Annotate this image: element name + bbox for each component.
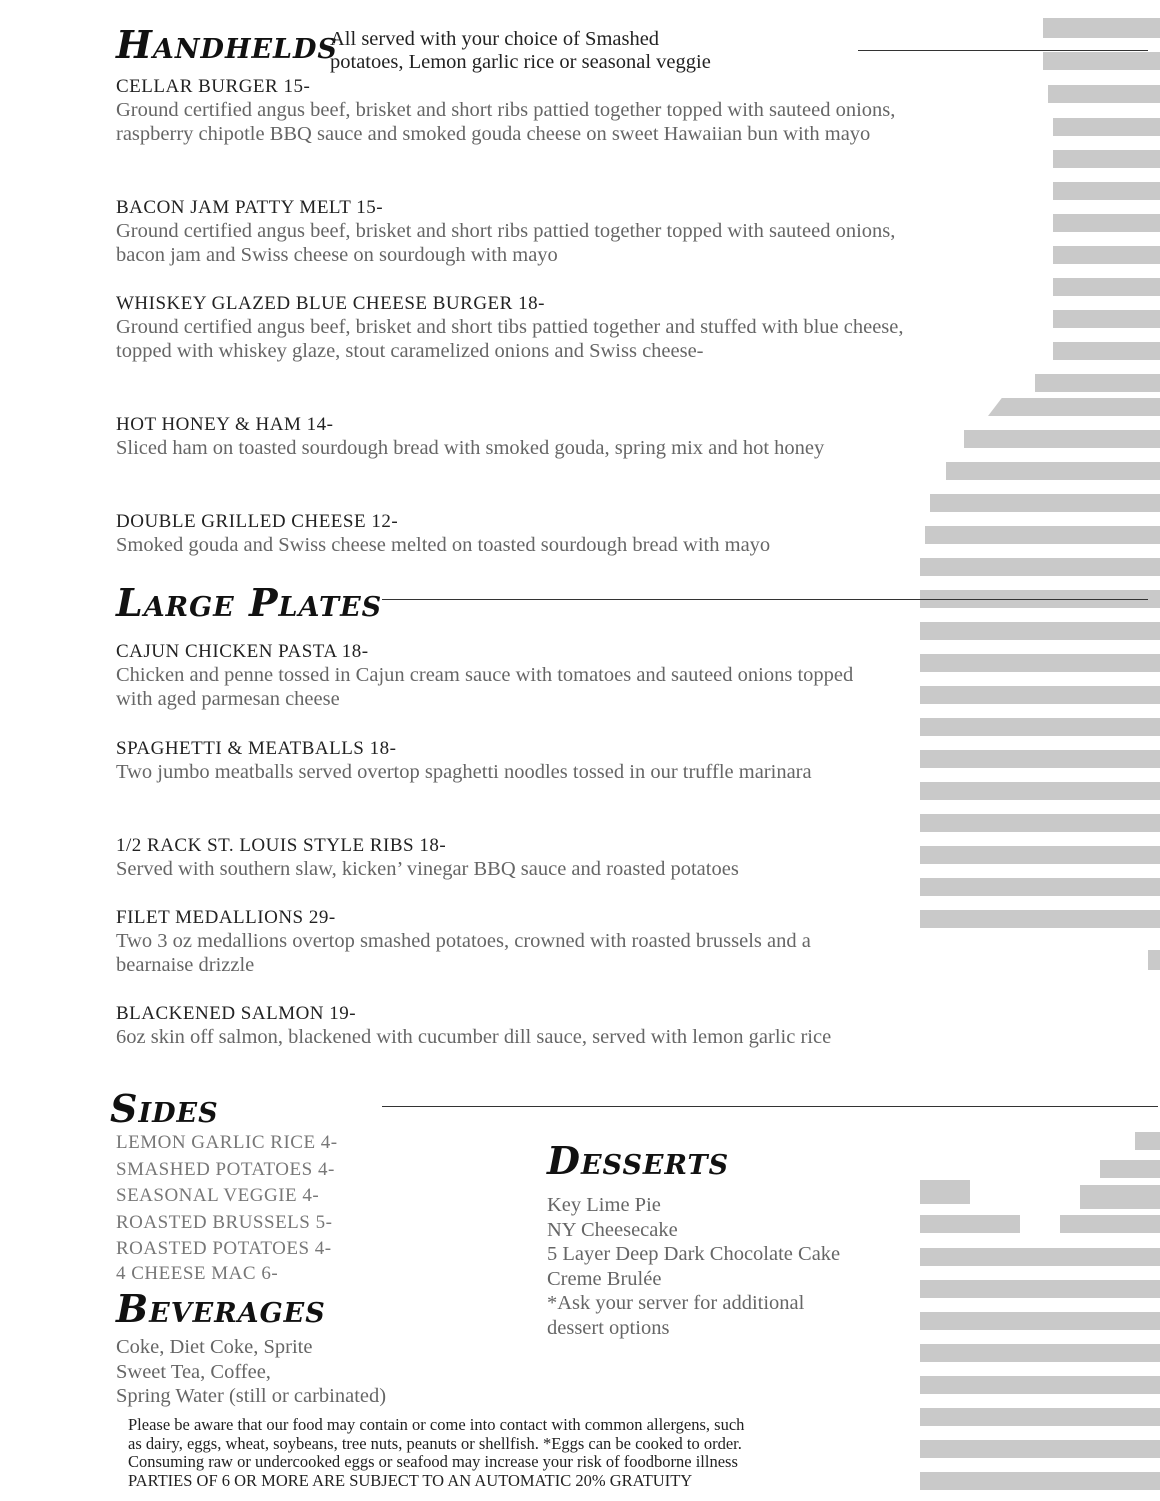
item-name: BLACKENED SALMON 19- bbox=[116, 1003, 357, 1024]
item-name: WHISKEY GLAZED BLUE CHEESE BURGER 18- bbox=[116, 293, 545, 314]
item-name: HOT HONEY & HAM 14- bbox=[116, 414, 334, 435]
large-plates-item bbox=[116, 1003, 886, 1049]
sides-heading: Sides bbox=[110, 1086, 219, 1131]
allergen-notice bbox=[128, 1416, 744, 1490]
list-item: 4 CHEESE MAC 6- bbox=[116, 1262, 279, 1284]
item-description: Served with southern slaw, kicken’ vinegar BBQ sauce and roasted potatoes bbox=[116, 858, 739, 880]
list-item: Coke, Diet Coke, Sprite bbox=[116, 1336, 313, 1358]
item-description: Ground certified angus beef, brisket and short tibs pattied together and stuffed with blue cheese, topped with whiskey glaze, stout caramelized onions and Swiss cheese- bbox=[116, 316, 904, 362]
list-item: dessert options bbox=[547, 1316, 670, 1339]
list-item: ROASTED POTATOES 4- bbox=[116, 1238, 332, 1259]
large-plates-rule bbox=[382, 599, 1148, 600]
item-description: Two 3 oz medallions overtop smashed potatoes, crowned with roasted brussels and a bearnaise drizzle bbox=[116, 930, 811, 976]
handhelds-rule bbox=[858, 50, 1148, 51]
list-item: LEMON GARLIC RICE 4- bbox=[116, 1132, 338, 1153]
handhelds-subtitle bbox=[330, 28, 711, 74]
list-item: NY Cheesecake bbox=[547, 1218, 678, 1241]
item-name: CELLAR BURGER 15- bbox=[116, 76, 311, 97]
list-item: Creme Brulée bbox=[547, 1267, 662, 1290]
list-item: Sweet Tea, Coffee, bbox=[116, 1360, 271, 1383]
list-item: ROASTED BRUSSELS 5- bbox=[116, 1211, 333, 1233]
beverages-list bbox=[116, 1335, 386, 1409]
gratuity-notice: PARTIES OF 6 OR MORE ARE SUBJECT TO AN AUTOMATIC 20% GRATUITY bbox=[128, 1470, 693, 1490]
large-plates-heading: Large Plates bbox=[116, 580, 383, 625]
handhelds-subtitle-line1: All served with your choice of Smashed bbox=[330, 28, 660, 50]
notice-line: as dairy, eggs, wheat, soybeans, tree nuts, peanuts or shellfish. *Eggs can be cooked to order. bbox=[128, 1433, 742, 1453]
notice-line: Consuming raw or undercooked eggs or seafood may increase your risk of foodborne illness bbox=[128, 1452, 738, 1471]
handhelds-subtitle-line2: potatoes, Lemon garlic rice or seasonal veggie bbox=[330, 51, 711, 73]
item-name: BACON JAM PATTY MELT 15- bbox=[116, 197, 384, 218]
desserts-heading: Desserts bbox=[547, 1138, 730, 1183]
desserts-list bbox=[547, 1193, 840, 1340]
handhelds-item bbox=[116, 414, 926, 460]
item-name: FILET MEDALLIONS 29- bbox=[116, 907, 336, 928]
sides-list bbox=[116, 1130, 338, 1285]
list-item: 5 Layer Deep Dark Chocolate Cake bbox=[547, 1243, 841, 1265]
large-plates-item bbox=[116, 835, 896, 881]
large-plates-item bbox=[116, 641, 886, 711]
item-name: DOUBLE GRILLED CHEESE 12- bbox=[116, 511, 399, 532]
large-plates-item bbox=[116, 738, 886, 784]
handhelds-item bbox=[116, 197, 926, 267]
item-description: Sliced ham on toasted sourdough bread with smoked gouda, spring mix and hot honey bbox=[116, 437, 825, 459]
item-description: Ground certified angus beef, brisket and short ribs pattied together topped with sauteed onions, raspberry chipotle BBQ sauce and smoked gouda cheese on sweet Hawaiian bun with mayo bbox=[116, 99, 896, 145]
beverages-heading: Beverages bbox=[116, 1286, 326, 1331]
item-name: 1/2 RACK ST. LOUIS STYLE RIBS 18- bbox=[116, 835, 447, 856]
list-item: Key Lime Pie bbox=[547, 1194, 661, 1216]
list-item: *Ask your server for additional bbox=[547, 1292, 805, 1314]
item-description: Two jumbo meatballs served overtop spaghetti noodles tossed in our truffle marinara bbox=[116, 761, 812, 783]
item-name: SPAGHETTI & MEATBALLS 18- bbox=[116, 738, 397, 759]
handhelds-heading: Handhelds bbox=[116, 22, 338, 67]
item-description: Smoked gouda and Swiss cheese melted on toasted sourdough bread with mayo bbox=[116, 534, 771, 556]
handhelds-item bbox=[116, 76, 946, 146]
large-plates-item bbox=[116, 907, 836, 977]
list-item: SEASONAL VEGGIE 4- bbox=[116, 1185, 320, 1206]
list-item: SMASHED POTATOES 4- bbox=[116, 1158, 335, 1180]
sides-rule bbox=[382, 1106, 1158, 1107]
notice-line: Please be aware that our food may contain or come into contact with common allergens, such bbox=[128, 1415, 745, 1434]
item-description: Ground certified angus beef, brisket and short ribs pattied together topped with sauteed onions, bacon jam and Swiss cheese on sourdough with mayo bbox=[116, 220, 896, 266]
handhelds-item bbox=[116, 511, 946, 557]
handhelds-item bbox=[116, 293, 926, 363]
list-item: Spring Water (still or carbinated) bbox=[116, 1385, 387, 1407]
item-name: CAJUN CHICKEN PASTA 18- bbox=[116, 641, 369, 662]
item-description: 6oz skin off salmon, blackened with cucumber dill sauce, served with lemon garlic rice bbox=[116, 1026, 832, 1048]
item-description: Chicken and penne tossed in Cajun cream sauce with tomatoes and sauteed onions topped with aged parmesan cheese bbox=[116, 664, 854, 710]
